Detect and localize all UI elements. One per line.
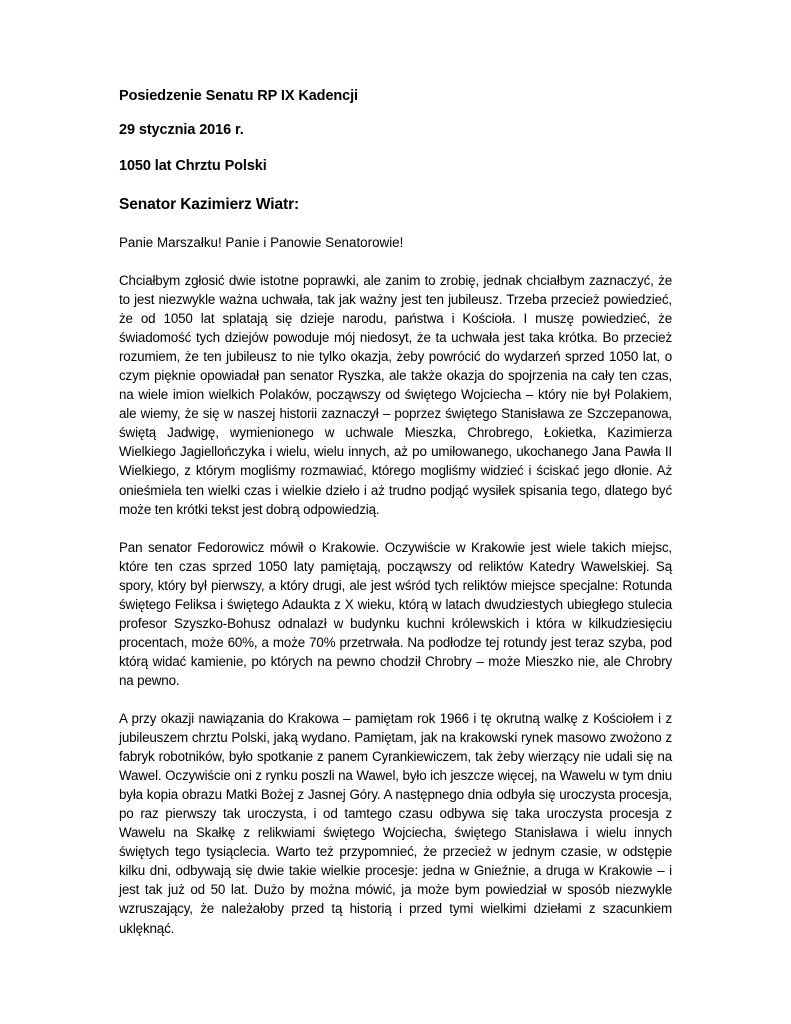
session-date: 29 stycznia 2016 r. (119, 122, 244, 138)
session-title: Posiedzenie Senatu RP IX Kadencji (119, 88, 358, 104)
session-topic: 1050 lat Chrztu Polski (119, 158, 267, 174)
paragraph-3: A przy okazji nawiązania do Krakowa – pamiętam rok 1966 i tę okrutną walkę z Kościołem i z jubileuszem chrztu Polski, jaką wydano. Pamiętam, jak na krakowski rynek masowo zwożono z fabryk robotników, było spotkanie z panem Cyrankiewiczem, tak żeby wierzący nie udali się na Wawel. Oczywiście oni z rynku poszli na Wawel, było ich jeszcze więcej, na Wawelu w tym dniu była kopia obrazu Matki Bożej z Jasnej Góry. A następnego dnia odbyła się uroczysta procesja, po raz pierwszy tak uroczysta, i od tamtego czasu odbywa się taka uroczysta procesja z Wawelu na Skałkę z relikwiami świętego Wojciecha, świętego Stanisława i wielu innych świętych tego tysiąclecia. Warto też przypomnieć, że przecież w jednym czasie, w odstępie kilku dni, odbywają się dwie takie wielkie procesje: jedna w Gnieźnie, a druga w Krakowie – i jest tak już od 50 lat. Dużo by można mówić, ja może bym powiedział w sposób niezwykle wzruszający, że należałoby przed tą historią i przed tymi wielkimi dziełami z szacunkiem uklęknąć. (119, 710, 672, 936)
document-page (119, 86, 672, 957)
greeting: Panie Marszałku! Panie i Panowie Senatorowie! (119, 235, 404, 250)
paragraph-1: Chciałbym zgłosić dwie istotne poprawki, ale zanim to zrobię, jednak chciałbym zaznaczyć, że to jest niezwykle ważna uchwała, tak jak ważny jest ten jubileusz. Trzeba przecież powiedzieć, że od 1050 lat splatają się dzieje narodu, państwa i Kościoła. I muszę powiedzieć, że świadomość tych dziejów powoduje mój niedosyt, że ta uchwała jest taka krótka. Bo przecież rozumiem, że ten jubileusz to nie tylko okazja, żeby powrócić do wydarzeń sprzed 1050 lat, o czym pięknie opowiadał pan senator Ryszka, ale także okazja do spojrzenia na cały ten czas, na wiele imion wielkich Polaków, począwszy od świętego Wojciecha – który nie był Polakiem, ale wiemy, że się w naszej historii zaznaczył – poprzez świętego Stanisława ze Szczepanowa, świętą Jadwigę, wymienionego w uchwale Mieszka, Chrobrego, Łokietka, Kazimierza Wielkiego Jagiellończyka i wielu, wielu innych, aż po umiłowanego, ukochanego Jana Pawła II Wielkiego, z którym mogliśmy rozmawiać, którego mogliśmy widzieć i ściskać jego dłonie. Aż onieśmiela ten wielki czas i wielkie dzieło i aż trudno podjąć wysiłek spisania tego, dlatego być może ten krótki tekst jest dobrą odpowiedzią. (119, 273, 672, 517)
paragraph-2: Pan senator Fedorowicz mówił o Krakowie. Oczywiście w Krakowie jest wiele takich miejsc, które ten czas sprzed 1050 laty pamiętają, począwszy od reliktów Katedry Wawelskiej. Są spory, który był pierwszy, a który drugi, ale jest wśród tych reliktów miejsce specjalne: Rotunda świętego Feliksa i świętego Adaukta z X wieku, którą w latach dwudziestych ubiegłego stulecia profesor Szyszko-Bohusz odnalazł w budynku kuchni królewskich i która w kilkudziesięciu procentach, może 60%, a może 70% przetrwała. Na podłodze tej rotundy jest teraz szyba, pod którą widać kamienie, po których na pewno chodził Chrobry – może Mieszko nie, ale Chrobry na pewno. (119, 539, 672, 688)
speaker-name: Senator Kazimierz Wiatr: (119, 196, 300, 213)
